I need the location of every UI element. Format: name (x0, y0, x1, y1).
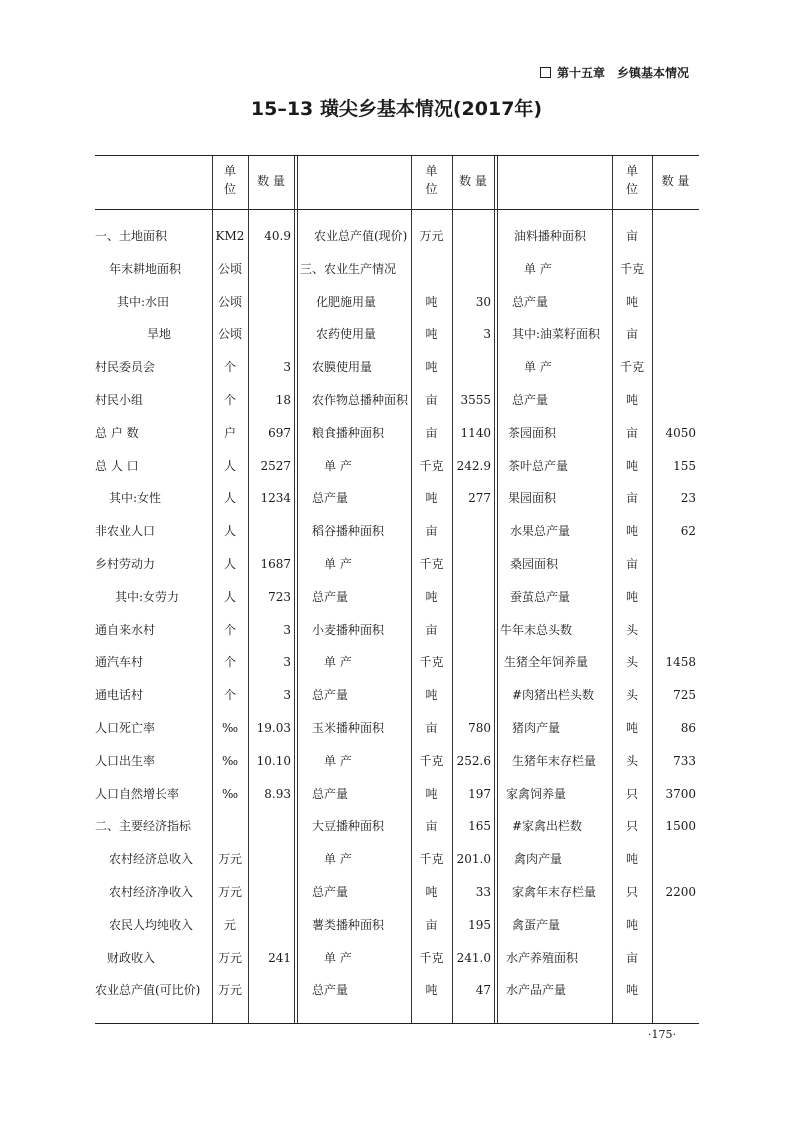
row-quantity: 8.93 (264, 787, 291, 801)
row-unit (212, 816, 248, 836)
row-quantity: 2200 (665, 885, 696, 899)
row-label: 猪肉产量 (512, 721, 561, 735)
row-unit: 亩 (425, 819, 438, 833)
row-label: 财政收入 (107, 951, 156, 965)
chapter-title: 乡镇基本情况 (617, 66, 690, 80)
row-label: 人口死亡率 (95, 721, 156, 735)
row-label: 二、主要经济指标 (95, 819, 192, 833)
row-quantity (652, 324, 696, 344)
row-quantity (652, 292, 696, 312)
row-label: 年末耕地面积 (109, 262, 182, 276)
row-label: 村民委员会 (95, 360, 156, 374)
row-quantity: 3 (483, 327, 491, 341)
row-unit: 人 (223, 557, 236, 571)
row-quantity (452, 357, 491, 377)
row-quantity: 780 (468, 721, 491, 735)
row-unit (411, 259, 452, 279)
row-unit: 千克 (419, 557, 444, 571)
table-top-rule (95, 155, 699, 156)
row-unit: 亩 (625, 229, 638, 243)
row-label: 农业总产值(可比价) (95, 983, 201, 997)
row-label: 农药使用量 (316, 327, 377, 341)
row-quantity: 723 (268, 590, 291, 604)
row-label: 生猪年末存栏量 (512, 754, 597, 768)
row-label: 单 产 (324, 754, 352, 768)
row-unit: 头 (625, 754, 638, 768)
row-unit: 人 (223, 459, 236, 473)
row-quantity: 241 (268, 951, 291, 965)
row-quantity (652, 980, 696, 1000)
row-label: 禽蛋产量 (512, 918, 561, 932)
row-unit: 吨 (425, 590, 438, 604)
row-label: 村民小组 (95, 393, 144, 407)
row-unit: 吨 (625, 721, 638, 735)
row-unit: ‰ (221, 754, 239, 768)
row-quantity: 3 (283, 655, 291, 669)
row-label: 总产量 (312, 590, 349, 604)
row-unit: 千克 (419, 852, 444, 866)
row-label: 总产量 (312, 688, 349, 702)
row-quantity (652, 948, 696, 968)
row-label: 禽肉产量 (514, 852, 563, 866)
row-unit: ‰ (221, 787, 239, 801)
row-quantity (652, 259, 696, 279)
square-icon (540, 67, 551, 78)
row-quantity (452, 554, 491, 574)
row-label: 薯类播种面积 (312, 918, 385, 932)
row-unit: 头 (625, 655, 638, 669)
row-quantity: 10.10 (256, 754, 291, 768)
row-unit: 千克 (419, 754, 444, 768)
row-quantity: 201.0 (456, 852, 491, 866)
row-quantity (452, 685, 491, 705)
row-label: 茶园面积 (508, 426, 557, 440)
row-quantity: 1140 (460, 426, 491, 440)
table-header-rule (95, 209, 699, 210)
row-quantity (652, 357, 696, 377)
row-label: 农膜使用量 (312, 360, 373, 374)
row-label: 单 产 (324, 459, 352, 473)
row-label: 大豆播种面积 (312, 819, 385, 833)
row-quantity: 241.0 (456, 951, 491, 965)
row-label: #家禽出栏数 (512, 819, 583, 833)
row-unit: 人 (223, 590, 236, 604)
row-quantity: 155 (673, 459, 696, 473)
row-unit: 人 (223, 491, 236, 505)
row-unit: 万元 (217, 951, 242, 965)
chapter-number: 第十五章 (557, 66, 606, 80)
row-label: 总产量 (512, 295, 549, 309)
column-double-rule (294, 155, 298, 1023)
row-unit: 吨 (425, 688, 438, 702)
row-unit: 头 (625, 688, 638, 702)
row-quantity: 23 (680, 491, 696, 505)
row-label: 其中:女劳力 (115, 590, 180, 604)
row-quantity (652, 226, 696, 246)
row-unit: 吨 (625, 590, 638, 604)
row-unit: 公顷 (217, 262, 242, 276)
row-quantity: 1234 (260, 491, 291, 505)
row-label: 牛年末总头数 (500, 623, 573, 637)
row-label: 茶叶总产量 (508, 459, 569, 473)
row-quantity (452, 521, 491, 541)
row-quantity: 19.03 (256, 721, 291, 735)
row-unit: 吨 (625, 459, 638, 473)
row-label: 通自来水村 (95, 623, 156, 637)
row-unit: 吨 (625, 918, 638, 932)
row-label: 农作物总播种面积 (312, 393, 409, 407)
row-quantity: 3700 (665, 787, 696, 801)
row-quantity: 3 (283, 623, 291, 637)
row-unit: 千克 (419, 655, 444, 669)
row-label: 三、农业生产情况 (300, 262, 397, 276)
row-label: 其中:女性 (109, 491, 162, 505)
row-label: 总产量 (312, 491, 349, 505)
row-quantity (452, 259, 491, 279)
row-label: 总产量 (312, 787, 349, 801)
row-quantity: 1500 (665, 819, 696, 833)
row-quantity: 2527 (260, 459, 291, 473)
header-quantity-2: 数 量 (459, 174, 487, 188)
row-quantity (248, 980, 291, 1000)
row-unit: 元 (223, 918, 236, 932)
row-label: 人口自然增长率 (95, 787, 180, 801)
row-quantity: 47 (475, 983, 491, 997)
row-quantity (248, 915, 291, 935)
row-label: 水果总产量 (510, 524, 571, 538)
row-label: 总产量 (312, 885, 349, 899)
row-label: 其中:油菜籽面积 (512, 327, 601, 341)
row-quantity: 30 (475, 295, 491, 309)
row-label: 桑园面积 (510, 557, 559, 571)
row-label: 单 产 (524, 262, 552, 276)
row-quantity: 242.9 (456, 459, 491, 473)
row-quantity: 86 (680, 721, 696, 735)
row-quantity: 1458 (665, 655, 696, 669)
row-unit: 人 (223, 524, 236, 538)
header-unit-1: 单 位 (223, 164, 236, 196)
row-label: 化肥施用量 (316, 295, 377, 309)
row-quantity: 725 (673, 688, 696, 702)
row-unit: 万元 (419, 229, 444, 243)
row-label: 水产品产量 (506, 983, 567, 997)
row-unit: 亩 (625, 491, 638, 505)
row-quantity: 4050 (665, 426, 696, 440)
row-unit: 只 (625, 885, 638, 899)
row-quantity (652, 554, 696, 574)
row-unit: 头 (625, 623, 638, 637)
row-unit: 亩 (425, 426, 438, 440)
row-unit: 亩 (625, 557, 638, 571)
row-label: 总 户 数 (95, 426, 139, 440)
row-quantity (652, 915, 696, 935)
row-label: 总产量 (512, 393, 549, 407)
row-quantity (452, 587, 491, 607)
row-quantity (452, 652, 491, 672)
row-unit: 亩 (625, 426, 638, 440)
row-quantity (248, 292, 291, 312)
row-quantity (248, 882, 291, 902)
row-quantity: 697 (268, 426, 291, 440)
row-quantity (452, 226, 491, 246)
row-unit: 吨 (625, 983, 638, 997)
row-quantity: 197 (468, 787, 491, 801)
row-quantity (652, 849, 696, 869)
row-quantity: 62 (680, 524, 696, 538)
row-label: 生猪全年饲养量 (504, 655, 589, 669)
row-unit: 吨 (425, 491, 438, 505)
header-unit-2: 单 位 (425, 164, 438, 196)
row-label: 农村经济净收入 (109, 885, 194, 899)
row-label: 总 人 口 (95, 459, 139, 473)
row-label: 水产养殖面积 (506, 951, 579, 965)
row-unit: 吨 (425, 885, 438, 899)
row-label: 单 产 (324, 655, 352, 669)
row-unit: 吨 (625, 852, 638, 866)
row-label: 单 产 (324, 951, 352, 965)
row-label: 油料播种面积 (514, 229, 587, 243)
row-label: 人口出生率 (95, 754, 156, 768)
row-unit: 个 (223, 393, 236, 407)
header-quantity-3: 数 量 (661, 174, 690, 188)
header-quantity-1: 数 量 (257, 174, 285, 188)
header-unit-3: 单 位 (625, 164, 638, 196)
row-unit: 吨 (425, 983, 438, 997)
row-unit: 万元 (217, 852, 242, 866)
row-label: 农业总产值(现价) (314, 229, 408, 243)
row-unit: 千克 (419, 951, 444, 965)
row-unit: 亩 (425, 918, 438, 932)
row-label: #肉猪出栏头数 (512, 688, 595, 702)
row-quantity: 733 (673, 754, 696, 768)
row-quantity: 33 (475, 885, 491, 899)
row-quantity: 165 (468, 819, 491, 833)
row-quantity (452, 620, 491, 640)
row-quantity (248, 324, 291, 344)
row-quantity (248, 816, 291, 836)
row-unit: 亩 (425, 524, 438, 538)
row-quantity: 40.9 (264, 229, 291, 243)
row-label: 单 产 (324, 557, 352, 571)
row-unit: 个 (223, 688, 236, 702)
row-unit: 个 (223, 623, 236, 637)
row-quantity: 3555 (460, 393, 491, 407)
row-unit: 千克 (619, 262, 644, 276)
row-unit: 只 (625, 787, 638, 801)
row-quantity: 18 (275, 393, 291, 407)
row-label: 果园面积 (508, 491, 557, 505)
row-unit: 亩 (425, 393, 438, 407)
row-quantity (248, 521, 291, 541)
row-label: 玉米播种面积 (312, 721, 385, 735)
row-unit: 吨 (425, 360, 438, 374)
row-unit: 千克 (419, 459, 444, 473)
row-label: 粮食播种面积 (312, 426, 385, 440)
row-unit: 吨 (625, 295, 638, 309)
row-quantity: 252.6 (456, 754, 491, 768)
row-unit: 户 (223, 426, 236, 440)
row-unit: 吨 (425, 327, 438, 341)
row-label: 乡村劳动力 (95, 557, 156, 571)
row-label: 通电话村 (95, 688, 144, 702)
running-head (540, 64, 710, 81)
row-unit: 亩 (425, 623, 438, 637)
row-quantity: 277 (468, 491, 491, 505)
row-label: 总产量 (312, 983, 349, 997)
row-label: 单 产 (524, 360, 552, 374)
row-label: 一、土地面积 (95, 229, 168, 243)
row-unit: 吨 (625, 524, 638, 538)
row-unit: 只 (625, 819, 638, 833)
row-unit: ‰ (221, 721, 239, 735)
row-unit: 个 (223, 360, 236, 374)
row-unit: 千克 (619, 360, 644, 374)
row-quantity: 3 (283, 688, 291, 702)
row-unit: 万元 (217, 983, 242, 997)
row-label: 小麦播种面积 (312, 623, 385, 637)
row-quantity (652, 587, 696, 607)
row-label: 农村经济总收入 (109, 852, 194, 866)
row-quantity (248, 849, 291, 869)
row-unit: 亩 (625, 327, 638, 341)
row-quantity (652, 620, 696, 640)
row-label: 其中:水田 (117, 295, 170, 309)
row-unit: 吨 (625, 393, 638, 407)
row-unit: 公顷 (217, 327, 242, 341)
row-label: 通汽车村 (95, 655, 144, 669)
row-unit: 吨 (425, 787, 438, 801)
row-label: 稻谷播种面积 (312, 524, 385, 538)
row-unit: 万元 (217, 885, 242, 899)
row-label: 非农业人口 (95, 524, 156, 538)
page-title: 15–13 璜尖乡基本情况(2017年) (250, 98, 543, 120)
row-unit: 公顷 (217, 295, 242, 309)
row-unit: 吨 (425, 295, 438, 309)
row-unit: 亩 (425, 721, 438, 735)
row-unit: 亩 (625, 951, 638, 965)
row-quantity: 195 (468, 918, 491, 932)
row-label: 蚕茧总产量 (510, 590, 571, 604)
column-double-rule (494, 155, 498, 1023)
row-quantity: 1687 (260, 557, 291, 571)
page-number: ·175· (648, 1028, 676, 1041)
row-unit: KM2 (215, 229, 245, 243)
row-quantity (248, 259, 291, 279)
row-label: 家禽年末存栏量 (512, 885, 597, 899)
row-label: 旱地 (147, 327, 172, 341)
row-label: 家禽饲养量 (506, 787, 567, 801)
row-unit: 个 (223, 655, 236, 669)
row-quantity: 3 (283, 360, 291, 374)
row-label: 农民人均纯收入 (109, 918, 194, 932)
table-bottom-rule (95, 1023, 699, 1024)
row-label: 单 产 (324, 852, 352, 866)
row-quantity (652, 390, 696, 410)
